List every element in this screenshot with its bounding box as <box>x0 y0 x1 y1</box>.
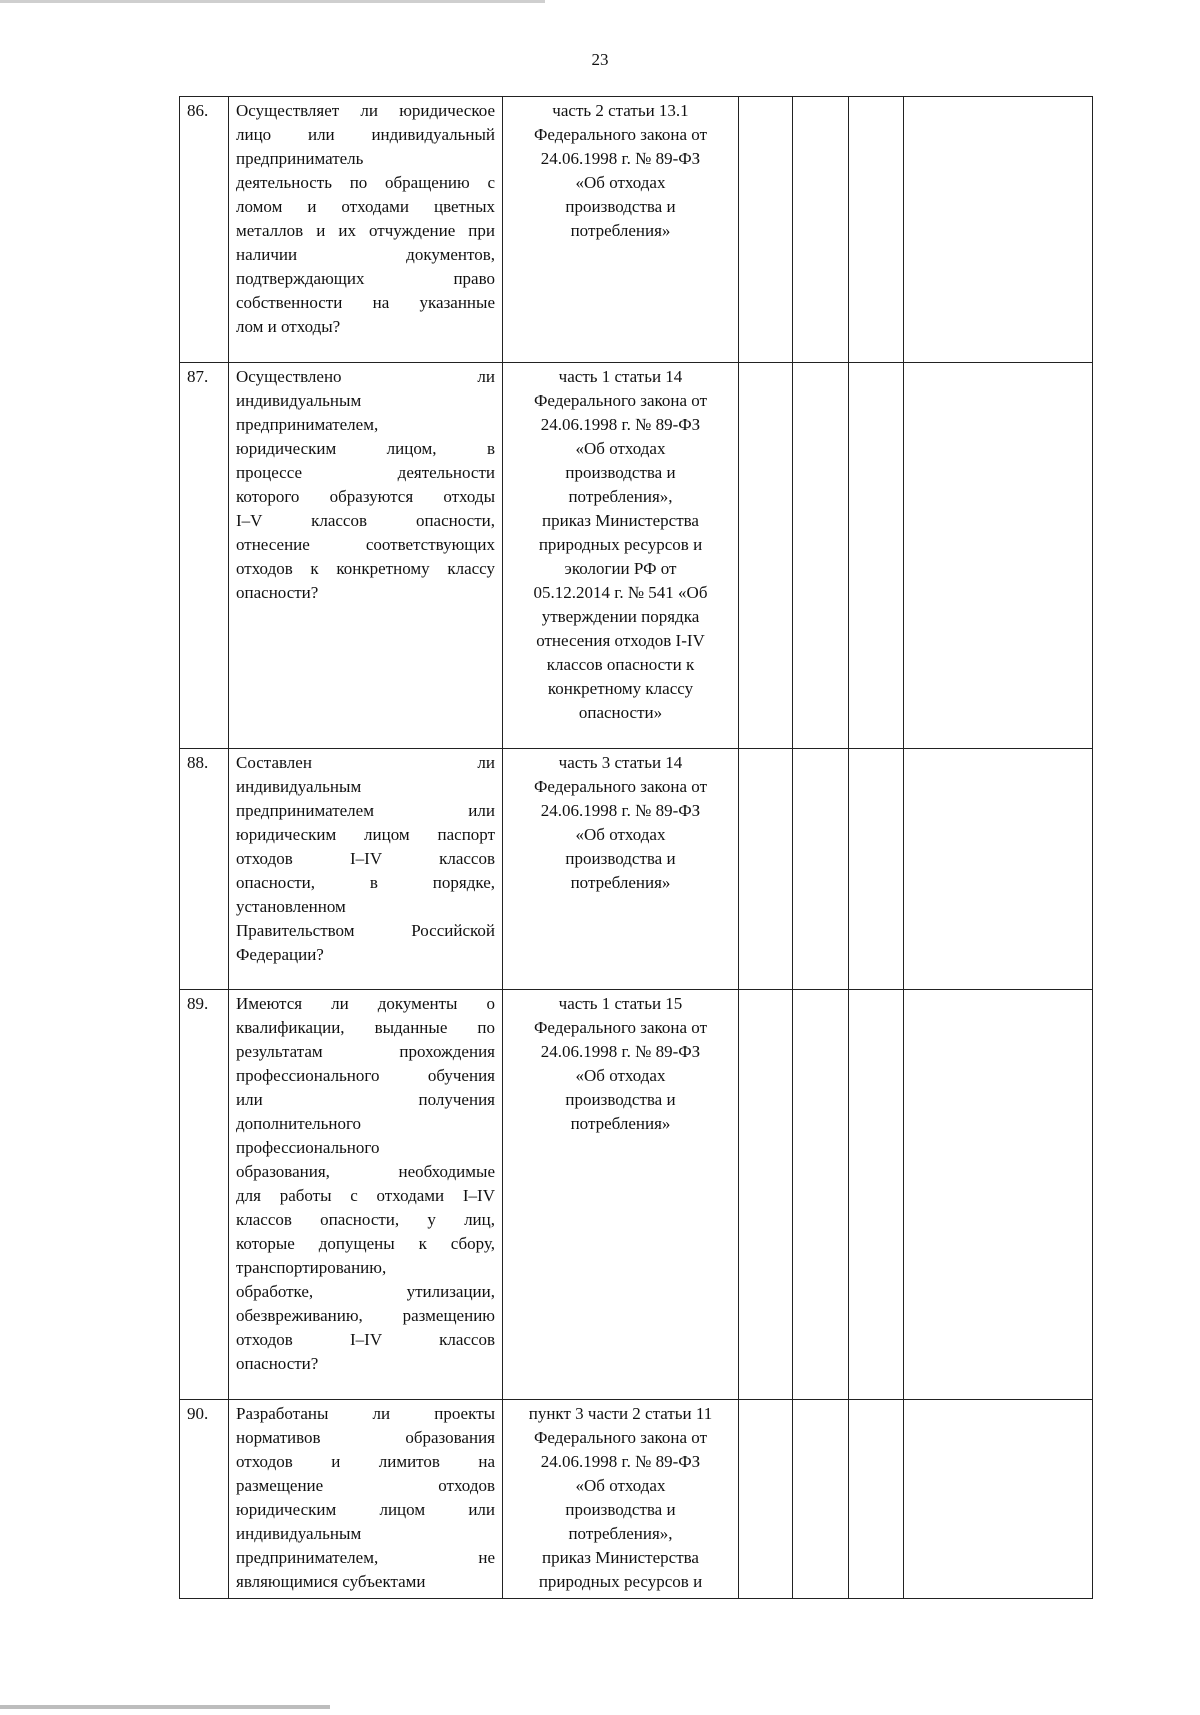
legal-reference <box>503 97 739 363</box>
question-line: индивидуальным <box>236 391 362 410</box>
question-line: собственности на указанные <box>236 293 495 312</box>
legal-reference-line: приказ Министерства <box>542 1548 699 1567</box>
row-number: 90. <box>180 1400 229 1599</box>
question-line: Осуществляет ли юридическое <box>236 101 495 120</box>
question-line: которые допущены к сбору, <box>236 1234 495 1253</box>
question-line: обработке, утилизации, <box>236 1282 495 1301</box>
question-line: лицо или индивидуальный <box>236 125 495 144</box>
question-line: предприниматель <box>236 149 364 168</box>
question-line: которого образуются отходы <box>236 487 495 506</box>
table-row <box>180 363 1093 749</box>
legal-reference-line: часть 1 статьи 15 <box>558 994 683 1013</box>
notes-cell <box>904 363 1093 749</box>
question-line: предпринимателем, не <box>236 1548 495 1567</box>
question-line: для работы с отходами I–IV <box>236 1186 495 1205</box>
legal-reference-line: 05.12.2014 г. № 541 «Об <box>533 583 708 602</box>
question-line: профессионального обучения <box>236 1066 495 1085</box>
legal-reference-line: отнесения отходов I-IV <box>536 631 705 650</box>
question-line: являющимися субъектами <box>236 1572 426 1591</box>
question-line: предпринимателем, <box>236 415 379 434</box>
legal-reference-line: Федерального закона от <box>533 125 708 144</box>
question-line: транспортированию, <box>236 1258 387 1277</box>
legal-reference-line: «Об отходах <box>575 173 666 192</box>
question-line: или получения <box>236 1090 495 1109</box>
legal-reference <box>503 990 739 1400</box>
table-row <box>180 749 1093 990</box>
legal-reference-line: приказ Министерства <box>542 511 699 530</box>
notes-cell <box>904 97 1093 363</box>
legal-reference-line: потребления», <box>568 1524 673 1543</box>
legal-reference-line: природных ресурсов и <box>538 1572 703 1591</box>
question-line: Составлен ли <box>236 753 495 772</box>
notes-cell <box>904 1400 1093 1599</box>
legal-reference-line: часть 2 статьи 13.1 <box>552 101 689 120</box>
question-line: юридическим лицом паспорт <box>236 825 495 844</box>
legal-reference-line: потребления» <box>570 1114 671 1133</box>
question-line: квалификации, выданные по <box>236 1018 495 1037</box>
question-line: Имеются ли документы о <box>236 994 495 1013</box>
legal-reference-line: потребления», <box>568 487 673 506</box>
question-line: опасности? <box>236 583 319 602</box>
question-line: Осуществлено ли <box>236 367 495 386</box>
requirement-question <box>229 97 503 363</box>
page-number: 23 <box>591 50 609 69</box>
legal-reference-line: производства и <box>565 1500 676 1519</box>
table-row <box>180 1400 1093 1599</box>
question-line: деятельность по обращению с <box>236 173 495 192</box>
row-number: 87. <box>180 363 229 749</box>
row-number: 88. <box>180 749 229 990</box>
legal-reference-line: конкретному классу <box>547 679 694 698</box>
scan-edge-bottom <box>0 1705 330 1709</box>
legal-reference-line: «Об отходах <box>575 439 666 458</box>
answer-yes-cell <box>739 990 793 1400</box>
question-line: обезвреживанию, размещению <box>236 1306 495 1325</box>
question-line: Правительством Российской <box>236 921 495 940</box>
legal-reference-line: природных ресурсов и <box>538 535 703 554</box>
legal-reference-line: часть 1 статьи 14 <box>558 367 683 386</box>
question-line: отходов I–IV классов <box>236 849 495 868</box>
legal-reference-line: утверждении порядка <box>541 607 700 626</box>
question-line: дополнительного <box>236 1114 362 1133</box>
legal-reference-line: опасности» <box>578 703 663 722</box>
question-line: юридическим лицом или <box>236 1500 495 1519</box>
legal-reference-line: потребления» <box>570 221 671 240</box>
answer-na-cell <box>849 363 904 749</box>
requirement-question <box>229 1400 503 1599</box>
question-line: отходов к конкретному классу <box>236 559 495 578</box>
question-line: подтверждающих право <box>236 269 495 288</box>
requirement-question <box>229 749 503 990</box>
answer-yes-cell <box>739 97 793 363</box>
legal-reference-line: «Об отходах <box>575 1066 666 1085</box>
legal-reference-line: производства и <box>565 849 676 868</box>
answer-yes-cell <box>739 1400 793 1599</box>
legal-reference-line: «Об отходах <box>575 825 666 844</box>
answer-no-cell <box>793 1400 849 1599</box>
answer-yes-cell <box>739 363 793 749</box>
question-line: результатам прохождения <box>236 1042 495 1061</box>
row-number: 89. <box>180 990 229 1400</box>
question-line: отходов и лимитов на <box>236 1452 495 1471</box>
legal-reference-line: потребления» <box>570 873 671 892</box>
checklist-table <box>179 96 1093 1599</box>
question-line: предпринимателем или <box>236 801 495 820</box>
question-line: ломом и отходами цветных <box>236 197 495 216</box>
question-line: I–V классов опасности, <box>236 511 495 530</box>
legal-reference-line: классов опасности к <box>546 655 695 674</box>
question-line: процессе деятельности <box>236 463 495 482</box>
legal-reference <box>503 1400 739 1599</box>
row-number: 86. <box>180 97 229 363</box>
notes-cell <box>904 990 1093 1400</box>
legal-reference-line: Федерального закона от <box>533 777 708 796</box>
scan-edge-top <box>0 0 545 3</box>
answer-na-cell <box>849 990 904 1400</box>
answer-no-cell <box>793 97 849 363</box>
legal-reference-line: Федерального закона от <box>533 1428 708 1447</box>
checklist-table-body <box>180 97 1093 1599</box>
question-line: лом и отходы? <box>236 317 341 336</box>
legal-reference-line: производства и <box>565 463 676 482</box>
question-line: профессионального <box>236 1138 380 1157</box>
requirement-question <box>229 990 503 1400</box>
requirement-question <box>229 363 503 749</box>
answer-no-cell <box>793 990 849 1400</box>
answer-no-cell <box>793 749 849 990</box>
question-line: нормативов образования <box>236 1428 495 1447</box>
question-line: Разработаны ли проекты <box>236 1404 495 1423</box>
question-line: отнесение соответствующих <box>236 535 495 554</box>
question-line: индивидуальным <box>236 1524 362 1543</box>
legal-reference-line: производства и <box>565 1090 676 1109</box>
legal-reference-line: экологии РФ от <box>564 559 677 578</box>
question-line: Федерации? <box>236 945 324 964</box>
legal-reference-line: 24.06.1998 г. № 89-ФЗ <box>540 1042 701 1061</box>
answer-yes-cell <box>739 749 793 990</box>
legal-reference-line: пункт 3 части 2 статьи 11 <box>528 1404 713 1423</box>
legal-reference-line: 24.06.1998 г. № 89-ФЗ <box>540 149 701 168</box>
question-line: опасности, в порядке, <box>236 873 495 892</box>
legal-reference-line: Федерального закона от <box>533 1018 708 1037</box>
legal-reference-line: производства и <box>565 197 676 216</box>
table-row <box>180 990 1093 1400</box>
legal-reference-line: «Об отходах <box>575 1476 666 1495</box>
question-line: индивидуальным <box>236 777 362 796</box>
legal-reference-line: 24.06.1998 г. № 89-ФЗ <box>540 1452 701 1471</box>
answer-na-cell <box>849 1400 904 1599</box>
question-line: классов опасности, у лиц, <box>236 1210 495 1229</box>
table-row <box>180 97 1093 363</box>
question-line: наличии документов, <box>236 245 495 264</box>
answer-no-cell <box>793 363 849 749</box>
legal-reference-line: Федерального закона от <box>533 391 708 410</box>
question-line: металлов и их отчуждение при <box>236 221 495 240</box>
legal-reference-line: 24.06.1998 г. № 89-ФЗ <box>540 415 701 434</box>
legal-reference <box>503 363 739 749</box>
question-line: юридическим лицом, в <box>236 439 495 458</box>
question-line: размещение отходов <box>236 1476 495 1495</box>
question-line: отходов I–IV классов <box>236 1330 495 1349</box>
legal-reference <box>503 749 739 990</box>
answer-na-cell <box>849 97 904 363</box>
question-line: образования, необходимые <box>236 1162 495 1181</box>
question-line: опасности? <box>236 1354 319 1373</box>
notes-cell <box>904 749 1093 990</box>
question-line: установленном <box>236 897 346 916</box>
legal-reference-line: часть 3 статьи 14 <box>558 753 683 772</box>
legal-reference-line: 24.06.1998 г. № 89-ФЗ <box>540 801 701 820</box>
answer-na-cell <box>849 749 904 990</box>
